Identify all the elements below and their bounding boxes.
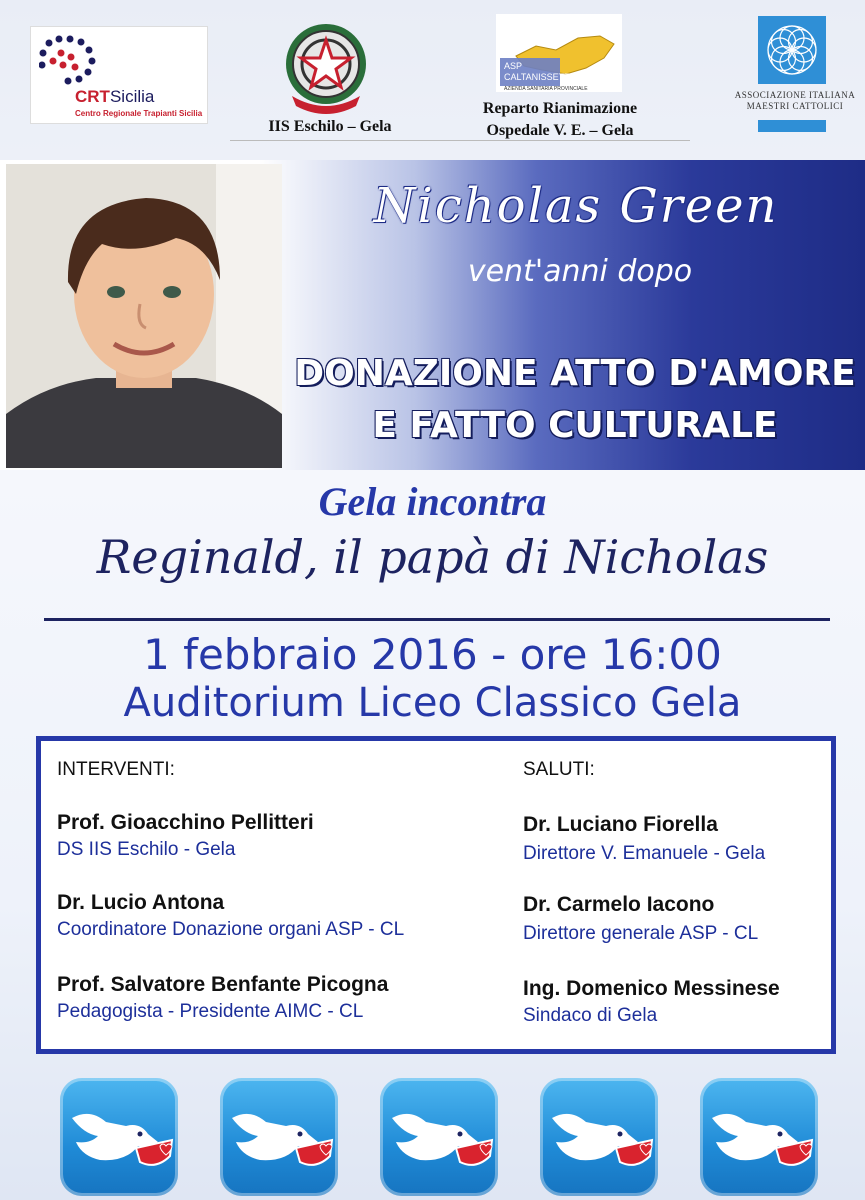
banner-title: Nicholas Green bbox=[373, 178, 779, 234]
crt-brand: CRTSicilia bbox=[75, 87, 155, 106]
reparto-line2: Ospedale V. E. – Gela bbox=[486, 122, 634, 139]
crt-sicilia-logo bbox=[30, 26, 208, 124]
headline-line1: DONAZIONE ATTO D'AMORE bbox=[294, 353, 856, 394]
title-banner bbox=[0, 160, 865, 470]
saluti-speaker-role: Direttore V. Emanuele - Gela bbox=[523, 843, 766, 864]
iis-eschilo-label: IIS Eschilo – Gela bbox=[268, 118, 392, 135]
saluti-speaker-name: Dr. Luciano Fiorella bbox=[523, 813, 718, 836]
asp-caltanissetta-logo bbox=[496, 14, 622, 92]
italian-republic-emblem-icon bbox=[278, 18, 374, 114]
crt-dots-icon bbox=[39, 35, 99, 91]
banner-subtitle: vent'anni dopo bbox=[467, 254, 693, 289]
nicholas-portrait-photo bbox=[6, 164, 282, 468]
program-box bbox=[36, 736, 836, 1054]
event-date: 1 febbraio 2016 - ore 16:00 bbox=[143, 630, 722, 679]
header-logos bbox=[0, 0, 865, 150]
portrait-illustration bbox=[6, 164, 282, 468]
svg-text:CALTANISSETTA: CALTANISSETTA bbox=[504, 72, 576, 82]
event-intro: Gela incontra bbox=[318, 479, 547, 524]
interventi-speaker-name: Dr. Lucio Antona bbox=[57, 891, 225, 914]
saluti-heading: SALUTI: bbox=[523, 759, 595, 780]
saluti-speaker-role: Direttore generale ASP - CL bbox=[523, 923, 759, 944]
interventi-heading: INTERVENTI: bbox=[57, 759, 175, 780]
dove-heart-tile bbox=[60, 1078, 178, 1196]
event-guest: Reginald, il papà di Nicholas bbox=[96, 530, 769, 584]
event-divider bbox=[44, 618, 830, 621]
interventi-speaker-name: Prof. Salvatore Benfante Picogna bbox=[57, 973, 389, 996]
dove-heart-tile bbox=[220, 1078, 338, 1196]
saluti-speaker-role: Sindaco di Gela bbox=[523, 1005, 658, 1026]
saluti-speaker-name: Dr. Carmelo Iacono bbox=[523, 893, 715, 916]
headline-line2: E FATTO CULTURALE bbox=[372, 405, 778, 446]
header-divider bbox=[230, 140, 690, 141]
saluti-speaker-name: Ing. Domenico Messinese bbox=[523, 977, 780, 1000]
aimc-line2: MAESTRI CATTOLICI bbox=[746, 101, 844, 111]
interventi-speaker-role: Pedagogista - Presidente AIMC - CL bbox=[57, 1001, 364, 1022]
interventi-speaker-role: Coordinatore Donazione organi ASP - CL bbox=[57, 919, 405, 940]
banner-headline bbox=[290, 348, 860, 452]
dove-heart-icon bbox=[60, 1078, 178, 1196]
reparto-line1: Reparto Rianimazione bbox=[482, 100, 638, 117]
dove-tiles-row bbox=[0, 1078, 865, 1198]
interventi-speaker-name: Prof. Gioacchino Pellitteri bbox=[57, 811, 314, 834]
dove-heart-tile bbox=[700, 1078, 818, 1196]
aimc-bar bbox=[758, 120, 826, 132]
aimc-rosette-logo bbox=[758, 16, 826, 84]
svg-text:ASP: ASP bbox=[504, 61, 523, 71]
dove-heart-icon bbox=[700, 1078, 818, 1196]
event-venue: Auditorium Liceo Classico Gela bbox=[123, 680, 742, 726]
dove-heart-tile bbox=[540, 1078, 658, 1196]
dove-heart-tile bbox=[380, 1078, 498, 1196]
svg-text:AZIENDA SANITARIA PROVINCIALE: AZIENDA SANITARIA PROVINCIALE bbox=[504, 86, 588, 92]
crt-tagline: Centro Regionale Trapianti Sicilia bbox=[75, 109, 203, 118]
interventi-speaker-role: DS IIS Eschilo - Gela bbox=[57, 839, 236, 860]
dove-heart-icon bbox=[220, 1078, 338, 1196]
dove-heart-icon bbox=[380, 1078, 498, 1196]
aimc-label bbox=[720, 90, 865, 112]
dove-heart-icon bbox=[540, 1078, 658, 1196]
aimc-line1: ASSOCIAZIONE ITALIANA bbox=[734, 90, 856, 100]
reparto-rianimazione-label bbox=[440, 98, 680, 142]
